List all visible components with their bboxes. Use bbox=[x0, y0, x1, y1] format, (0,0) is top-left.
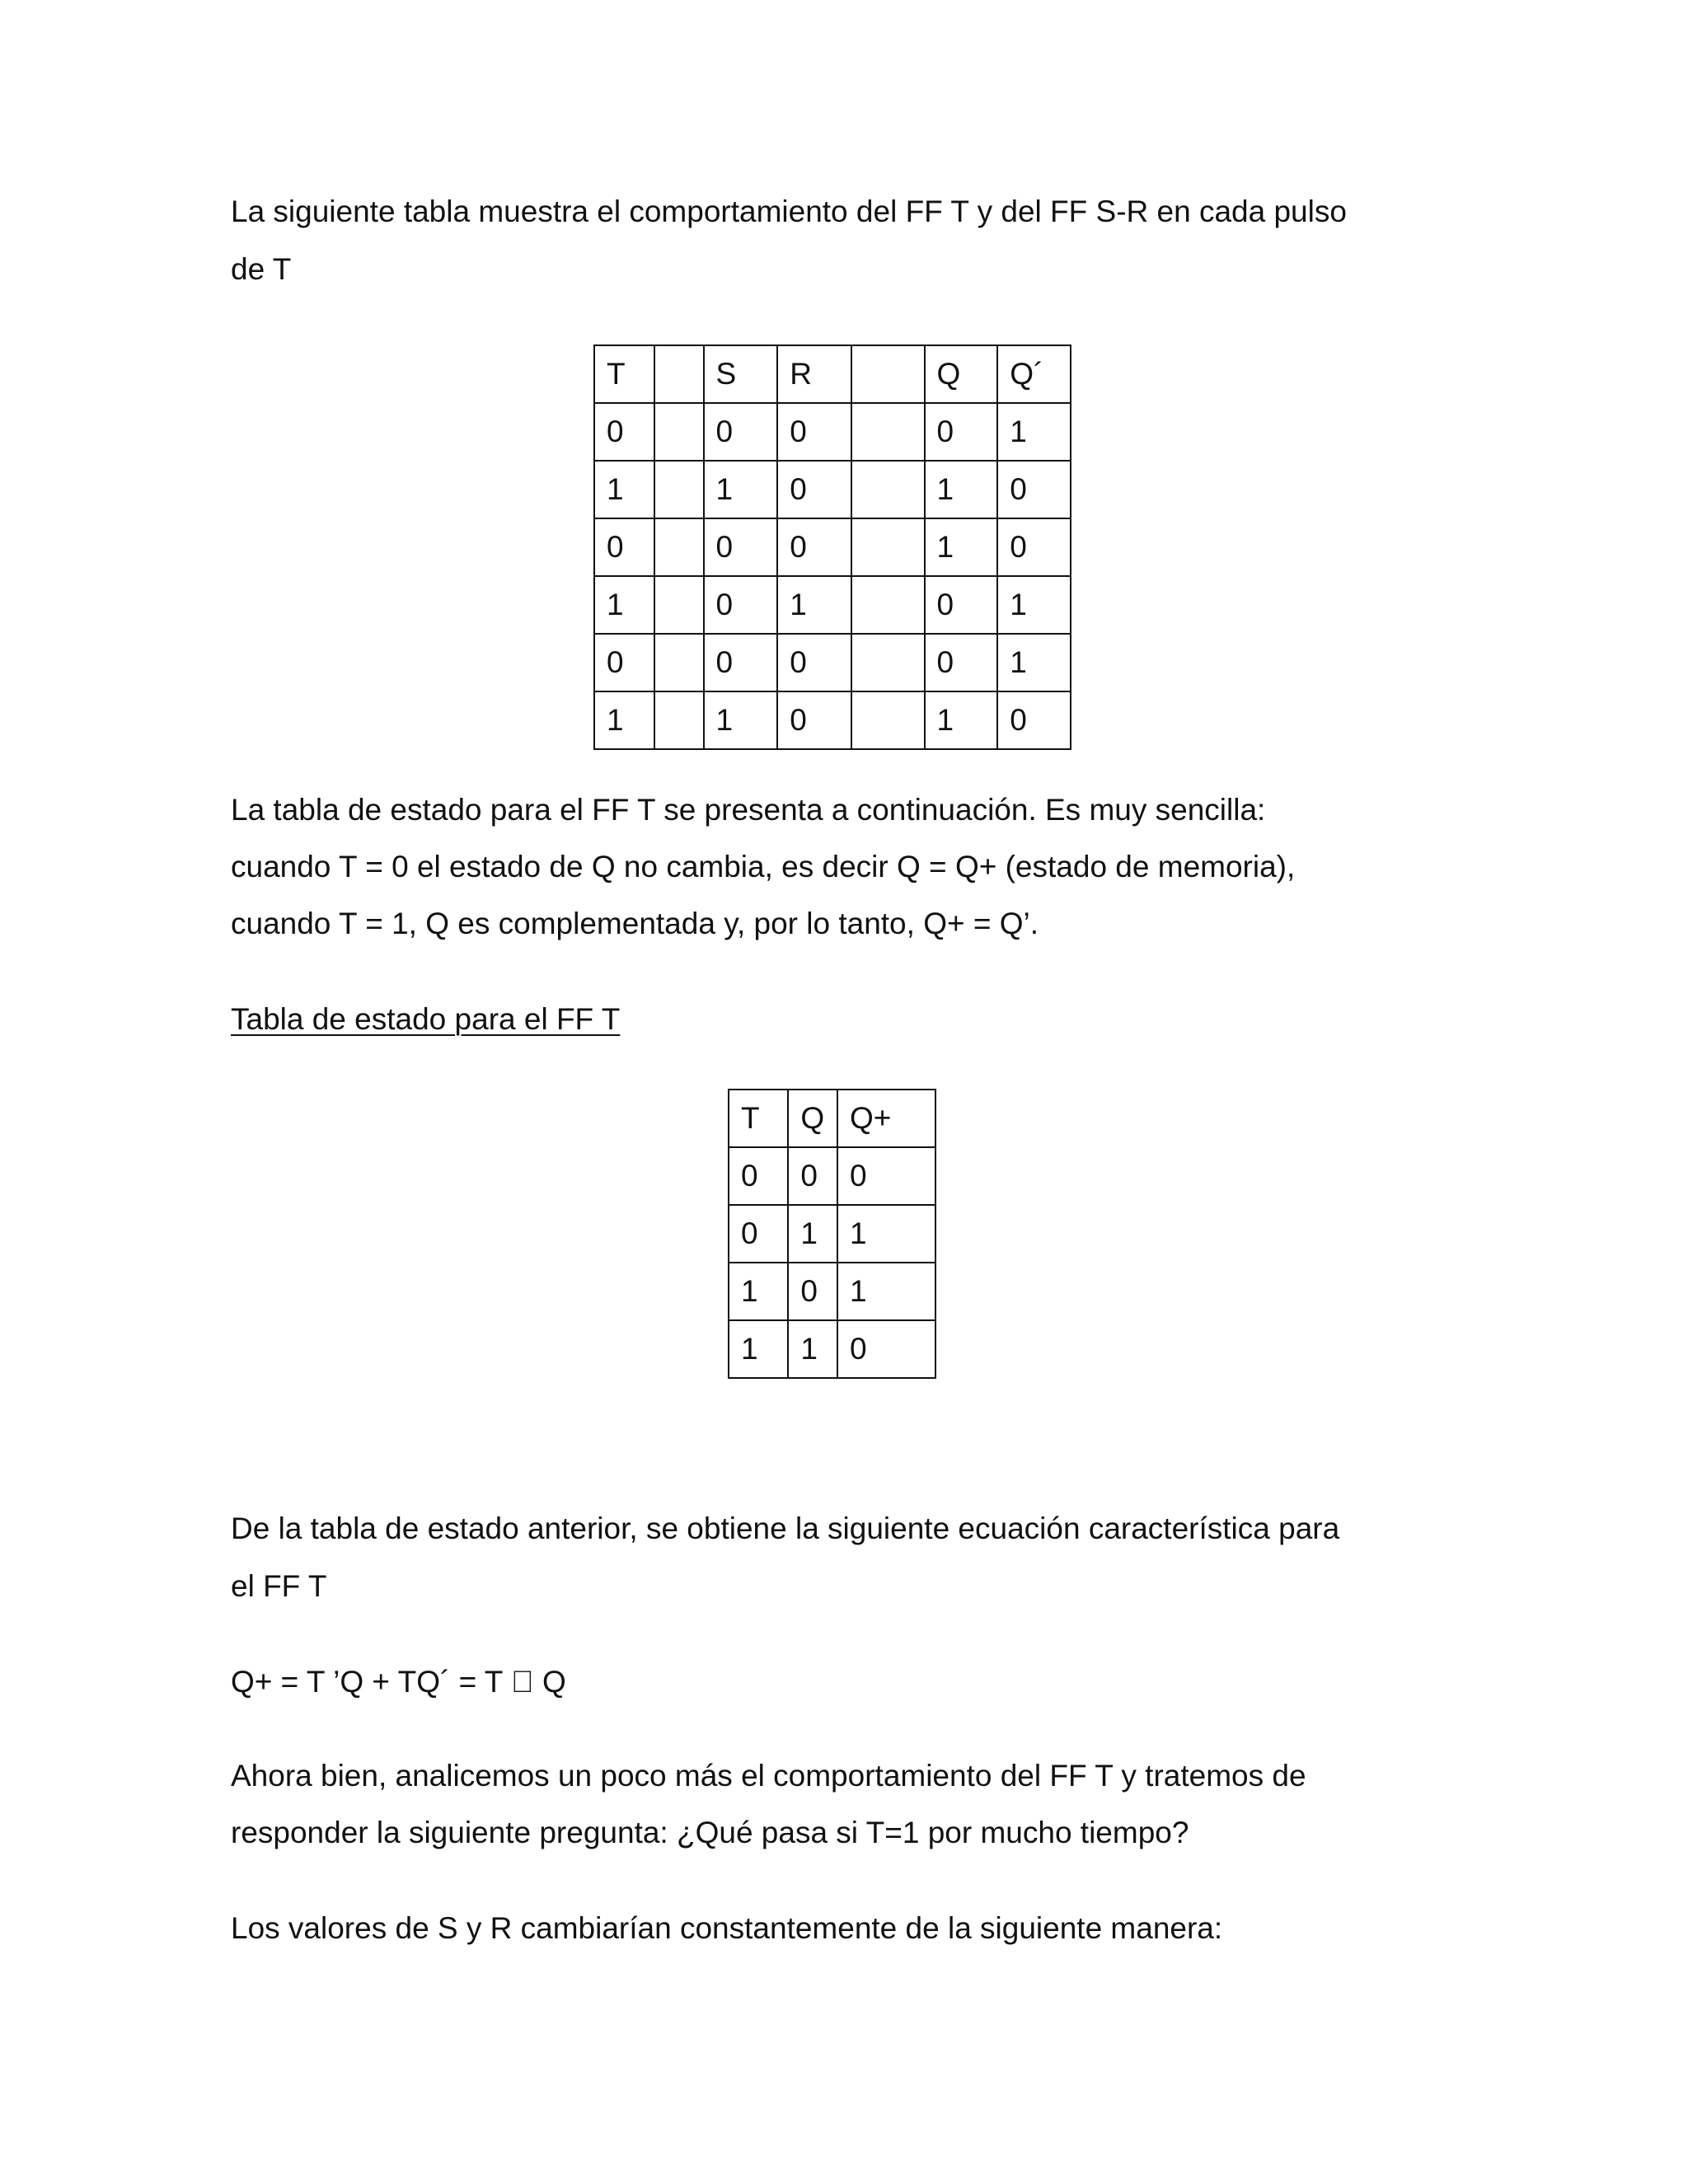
table-cell: 1 bbox=[925, 691, 998, 749]
table-cell: 1 bbox=[594, 461, 654, 518]
table-cell bbox=[851, 518, 925, 576]
table-cell: 1 bbox=[997, 576, 1071, 634]
table-header-cell bbox=[851, 345, 925, 403]
table-cell: 0 bbox=[594, 403, 654, 461]
ff-t-sr-behavior-table bbox=[593, 344, 1071, 750]
table-cell bbox=[851, 634, 925, 691]
table-cell: 0 bbox=[729, 1147, 788, 1205]
table-cell bbox=[851, 461, 925, 518]
table-cell: 0 bbox=[777, 518, 851, 576]
equation-intro-line-1: De la tabla de estado anterior, se obtiene la siguiente ecuación característica para bbox=[231, 1511, 1340, 1545]
table-header-cell: Q bbox=[925, 345, 998, 403]
table-cell: 1 bbox=[837, 1263, 935, 1320]
table-header-row bbox=[594, 345, 1071, 403]
table-cell bbox=[654, 461, 704, 518]
table-cell: 1 bbox=[925, 461, 998, 518]
table-header-cell: R bbox=[777, 345, 851, 403]
table-cell: 1 bbox=[997, 403, 1071, 461]
table-row bbox=[594, 518, 1071, 576]
table-cell: 0 bbox=[704, 518, 778, 576]
table-header-cell: T bbox=[729, 1090, 788, 1147]
table-cell bbox=[654, 403, 704, 461]
table-header-cell: Q´ bbox=[997, 345, 1071, 403]
table-cell: 0 bbox=[704, 576, 778, 634]
table-header-row bbox=[729, 1090, 935, 1147]
table-cell: 1 bbox=[729, 1320, 788, 1378]
table-header-cell: T bbox=[594, 345, 654, 403]
table-row bbox=[594, 576, 1071, 634]
state-table-intro-line-3: cuando T = 1, Q es complementada y, por lo tanto, Q+ = Q’. bbox=[231, 907, 1039, 940]
table-cell: 0 bbox=[777, 634, 851, 691]
table-cell: 1 bbox=[594, 576, 654, 634]
table-cell: 0 bbox=[997, 461, 1071, 518]
table-row bbox=[594, 461, 1071, 518]
table-cell: 0 bbox=[837, 1147, 935, 1205]
table-cell: 1 bbox=[925, 518, 998, 576]
table-cell: 1 bbox=[777, 576, 851, 634]
table-cell: 1 bbox=[837, 1205, 935, 1263]
table-cell bbox=[654, 518, 704, 576]
table-cell: 0 bbox=[925, 634, 998, 691]
table-cell: 1 bbox=[704, 691, 778, 749]
table-header-cell: S bbox=[704, 345, 778, 403]
table-cell: 0 bbox=[788, 1147, 837, 1205]
table-cell: 0 bbox=[925, 576, 998, 634]
table-row bbox=[729, 1205, 935, 1263]
table-row bbox=[594, 691, 1071, 749]
state-table-intro-line-2: cuando T = 0 el estado de Q no cambia, es decir Q = Q+ (estado de memoria), bbox=[231, 850, 1296, 883]
table-row bbox=[729, 1147, 935, 1205]
sr-values-line: Los valores de S y R cambiarían constantemente de la siguiente manera: bbox=[231, 1911, 1223, 1945]
table-row bbox=[594, 634, 1071, 691]
table-cell: 1 bbox=[788, 1320, 837, 1378]
characteristic-equation: Q+ = T ’Q + TQ´ = T Q bbox=[231, 1665, 535, 1699]
table-header-cell bbox=[654, 345, 704, 403]
table-cell bbox=[654, 634, 704, 691]
table-row bbox=[729, 1263, 935, 1320]
table-cell: 0 bbox=[777, 403, 851, 461]
table-cell: 1 bbox=[788, 1205, 837, 1263]
table-cell: 0 bbox=[594, 518, 654, 576]
question-line-2: responder la siguiente pregunta: ¿Qué pasa si T=1 por mucho tiempo? bbox=[231, 1816, 1189, 1849]
table-row bbox=[729, 1320, 935, 1378]
table-cell bbox=[851, 403, 925, 461]
equation-intro-line-2: el FF T bbox=[231, 1569, 327, 1603]
table-cell: 1 bbox=[729, 1263, 788, 1320]
table-cell: 0 bbox=[777, 461, 851, 518]
ff-t-state-table bbox=[728, 1089, 936, 1379]
table-cell: 0 bbox=[729, 1205, 788, 1263]
table-header-cell: Q bbox=[788, 1090, 837, 1147]
question-line-1: Ahora bien, analicemos un poco más el comportamiento del FF T y tratemos de bbox=[231, 1759, 1306, 1793]
table-cell: 0 bbox=[777, 691, 851, 749]
table-cell bbox=[851, 576, 925, 634]
table-cell: 0 bbox=[704, 634, 778, 691]
table-cell: 0 bbox=[788, 1263, 837, 1320]
table-cell: 1 bbox=[704, 461, 778, 518]
table-cell: 0 bbox=[925, 403, 998, 461]
table-header-cell: Q+ bbox=[837, 1090, 935, 1147]
table-cell bbox=[654, 576, 704, 634]
intro-line-2: de T bbox=[231, 252, 292, 286]
state-table-heading: Tabla de estado para el FF T bbox=[231, 1002, 621, 1036]
intro-line-1: La siguiente tabla muestra el comportamiento del FF T y del FF S-R en cada pulso bbox=[231, 194, 1347, 228]
table-cell: 0 bbox=[594, 634, 654, 691]
table-cell: 0 bbox=[997, 518, 1071, 576]
table-cell: 1 bbox=[997, 634, 1071, 691]
table-cell bbox=[654, 691, 704, 749]
table-cell: 0 bbox=[837, 1320, 935, 1378]
table-cell: 0 bbox=[704, 403, 778, 461]
table-cell: 1 bbox=[594, 691, 654, 749]
table-cell bbox=[851, 691, 925, 749]
table-row bbox=[594, 403, 1071, 461]
state-table-intro-line-1: La tabla de estado para el FF T se presenta a continuación. Es muy sencilla: bbox=[231, 793, 1266, 827]
table-cell: 0 bbox=[997, 691, 1071, 749]
